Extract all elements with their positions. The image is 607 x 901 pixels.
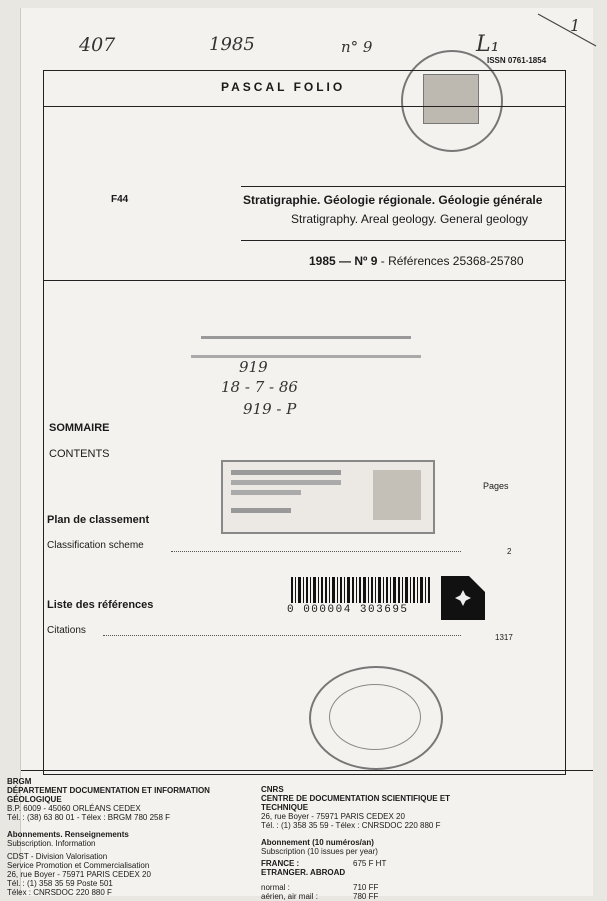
normal-price: 710 FF	[353, 883, 379, 892]
toc-page-classification: 2	[507, 547, 512, 556]
toc-label-references: Citations	[47, 625, 86, 636]
toc-dot-leader	[103, 635, 461, 636]
pages-label: Pages	[483, 481, 509, 491]
section-title-rule	[241, 186, 566, 187]
footer-cnrs	[261, 785, 486, 901]
cdst-division: CDST - Division Valorisation	[7, 852, 108, 861]
footer-rule	[21, 770, 593, 771]
handwritten-top-right: L₁	[476, 32, 500, 57]
france-price: 675 F HT	[353, 859, 387, 868]
section-title-en: Stratigraphy. Areal geology. General geology	[291, 212, 529, 226]
cnrs-centre: CENTRE DE DOCUMENTATION SCIENTIFIQUE ET TECHNIQUE	[261, 794, 451, 812]
stamp-line-2: 18 - 7 - 86	[221, 378, 298, 396]
cdst-tel: Tél. : (1) 358 35 59 Poste 501	[7, 879, 113, 888]
subs-title: Abonnements. Renseignements	[7, 830, 129, 839]
receipt-stamp-text-line	[231, 508, 291, 513]
brgm-org: BRGM	[7, 777, 32, 786]
section-code: F44	[111, 194, 129, 205]
toc-dot-leader	[171, 551, 461, 552]
handwritten-number: 407	[79, 34, 116, 56]
subs-subtitle: Subscription. Information	[7, 839, 96, 848]
etranger-label: ETRANGER. ABROAD	[261, 868, 346, 877]
cnrs-address: 26, rue Boyer - 75971 PARIS CEDEX 20	[261, 812, 405, 821]
cdst-logo	[441, 576, 485, 620]
accession-stamp	[181, 320, 431, 430]
abo-subtitle: Subscription (10 issues per year)	[261, 847, 378, 856]
barcode-number: 0 000004 303695	[287, 604, 409, 616]
stamp-line-1: 919	[239, 358, 268, 376]
brgm-tel: Tél. : (38) 63 80 01 - Télex : BRGM 780 258 F	[7, 813, 171, 822]
handwritten-year: 1985	[209, 34, 255, 55]
section-title-fr: Stratigraphie. Géologie régionale. Géologie générale	[243, 193, 543, 207]
cdst-service: Service Promotion et Commercialisation	[7, 861, 150, 870]
footer-brgm	[7, 777, 247, 897]
toc-heading-references: Liste des références	[47, 599, 154, 611]
receipt-stamp-emblem	[373, 470, 421, 520]
section-subtitle-rule	[241, 240, 566, 241]
receipt-stamp	[221, 460, 435, 534]
normal-label: normal :	[261, 883, 290, 892]
abo-title: Abonnement (10 numéros/an)	[261, 838, 374, 847]
handwritten-corner-number: 1	[570, 16, 581, 35]
stamp-inner-ring	[329, 684, 421, 750]
header-rule	[43, 106, 566, 107]
section-rule	[43, 280, 566, 281]
toc-label-classification: Classification scheme	[47, 540, 144, 551]
library-stamp-bottom	[309, 666, 443, 770]
price-france	[261, 859, 486, 868]
receipt-stamp-text-line	[231, 480, 341, 485]
air-price: 780 FF	[353, 892, 379, 901]
stamp-header-line	[191, 345, 421, 358]
cnrs-org: CNRS	[261, 785, 284, 794]
handwritten-corner-mark	[536, 10, 606, 50]
receipt-stamp-text-line	[231, 470, 341, 475]
cnrs-tel: Tél. : (1) 358 35 59 - Télex : CNRSDOC 220 880 F	[261, 821, 441, 830]
price-normal	[261, 883, 486, 892]
toc-heading-classification: Plan de classement	[47, 514, 150, 526]
stamp-header-line	[201, 326, 411, 339]
brgm-address: B.P. 6009 - 45060 ORLÉANS CEDEX	[7, 804, 141, 813]
france-label: FRANCE :	[261, 859, 300, 868]
issue-year-number: 1985 — Nº 9	[309, 254, 378, 268]
issn: ISSN 0761-1854	[487, 56, 547, 65]
air-label: aérien, air mail :	[261, 892, 318, 901]
handwritten-issue: n° 9	[341, 38, 373, 56]
brgm-dept: DÉPARTEMENT DOCUMENTATION ET INFORMATION GÉOLOGIQUE	[7, 786, 210, 804]
header-title: PASCAL FOLIO	[221, 80, 346, 94]
sommaire-title: SOMMAIRE	[49, 422, 110, 434]
issue-references: - Références 25368-25780	[380, 254, 524, 268]
cdst-telex: Télex : CNRSDOC 220 880 F	[7, 888, 112, 897]
issue-line	[309, 254, 524, 268]
stamp-line-3: 919 - P	[243, 400, 297, 418]
sommaire-subtitle: CONTENTS	[49, 448, 110, 460]
receipt-stamp-text-line	[231, 490, 301, 495]
document-page	[7, 8, 593, 901]
cdst-address: 26, rue Boyer - 75971 PARIS CEDEX 20	[7, 870, 151, 879]
toc-page-references: 1317	[495, 633, 513, 642]
